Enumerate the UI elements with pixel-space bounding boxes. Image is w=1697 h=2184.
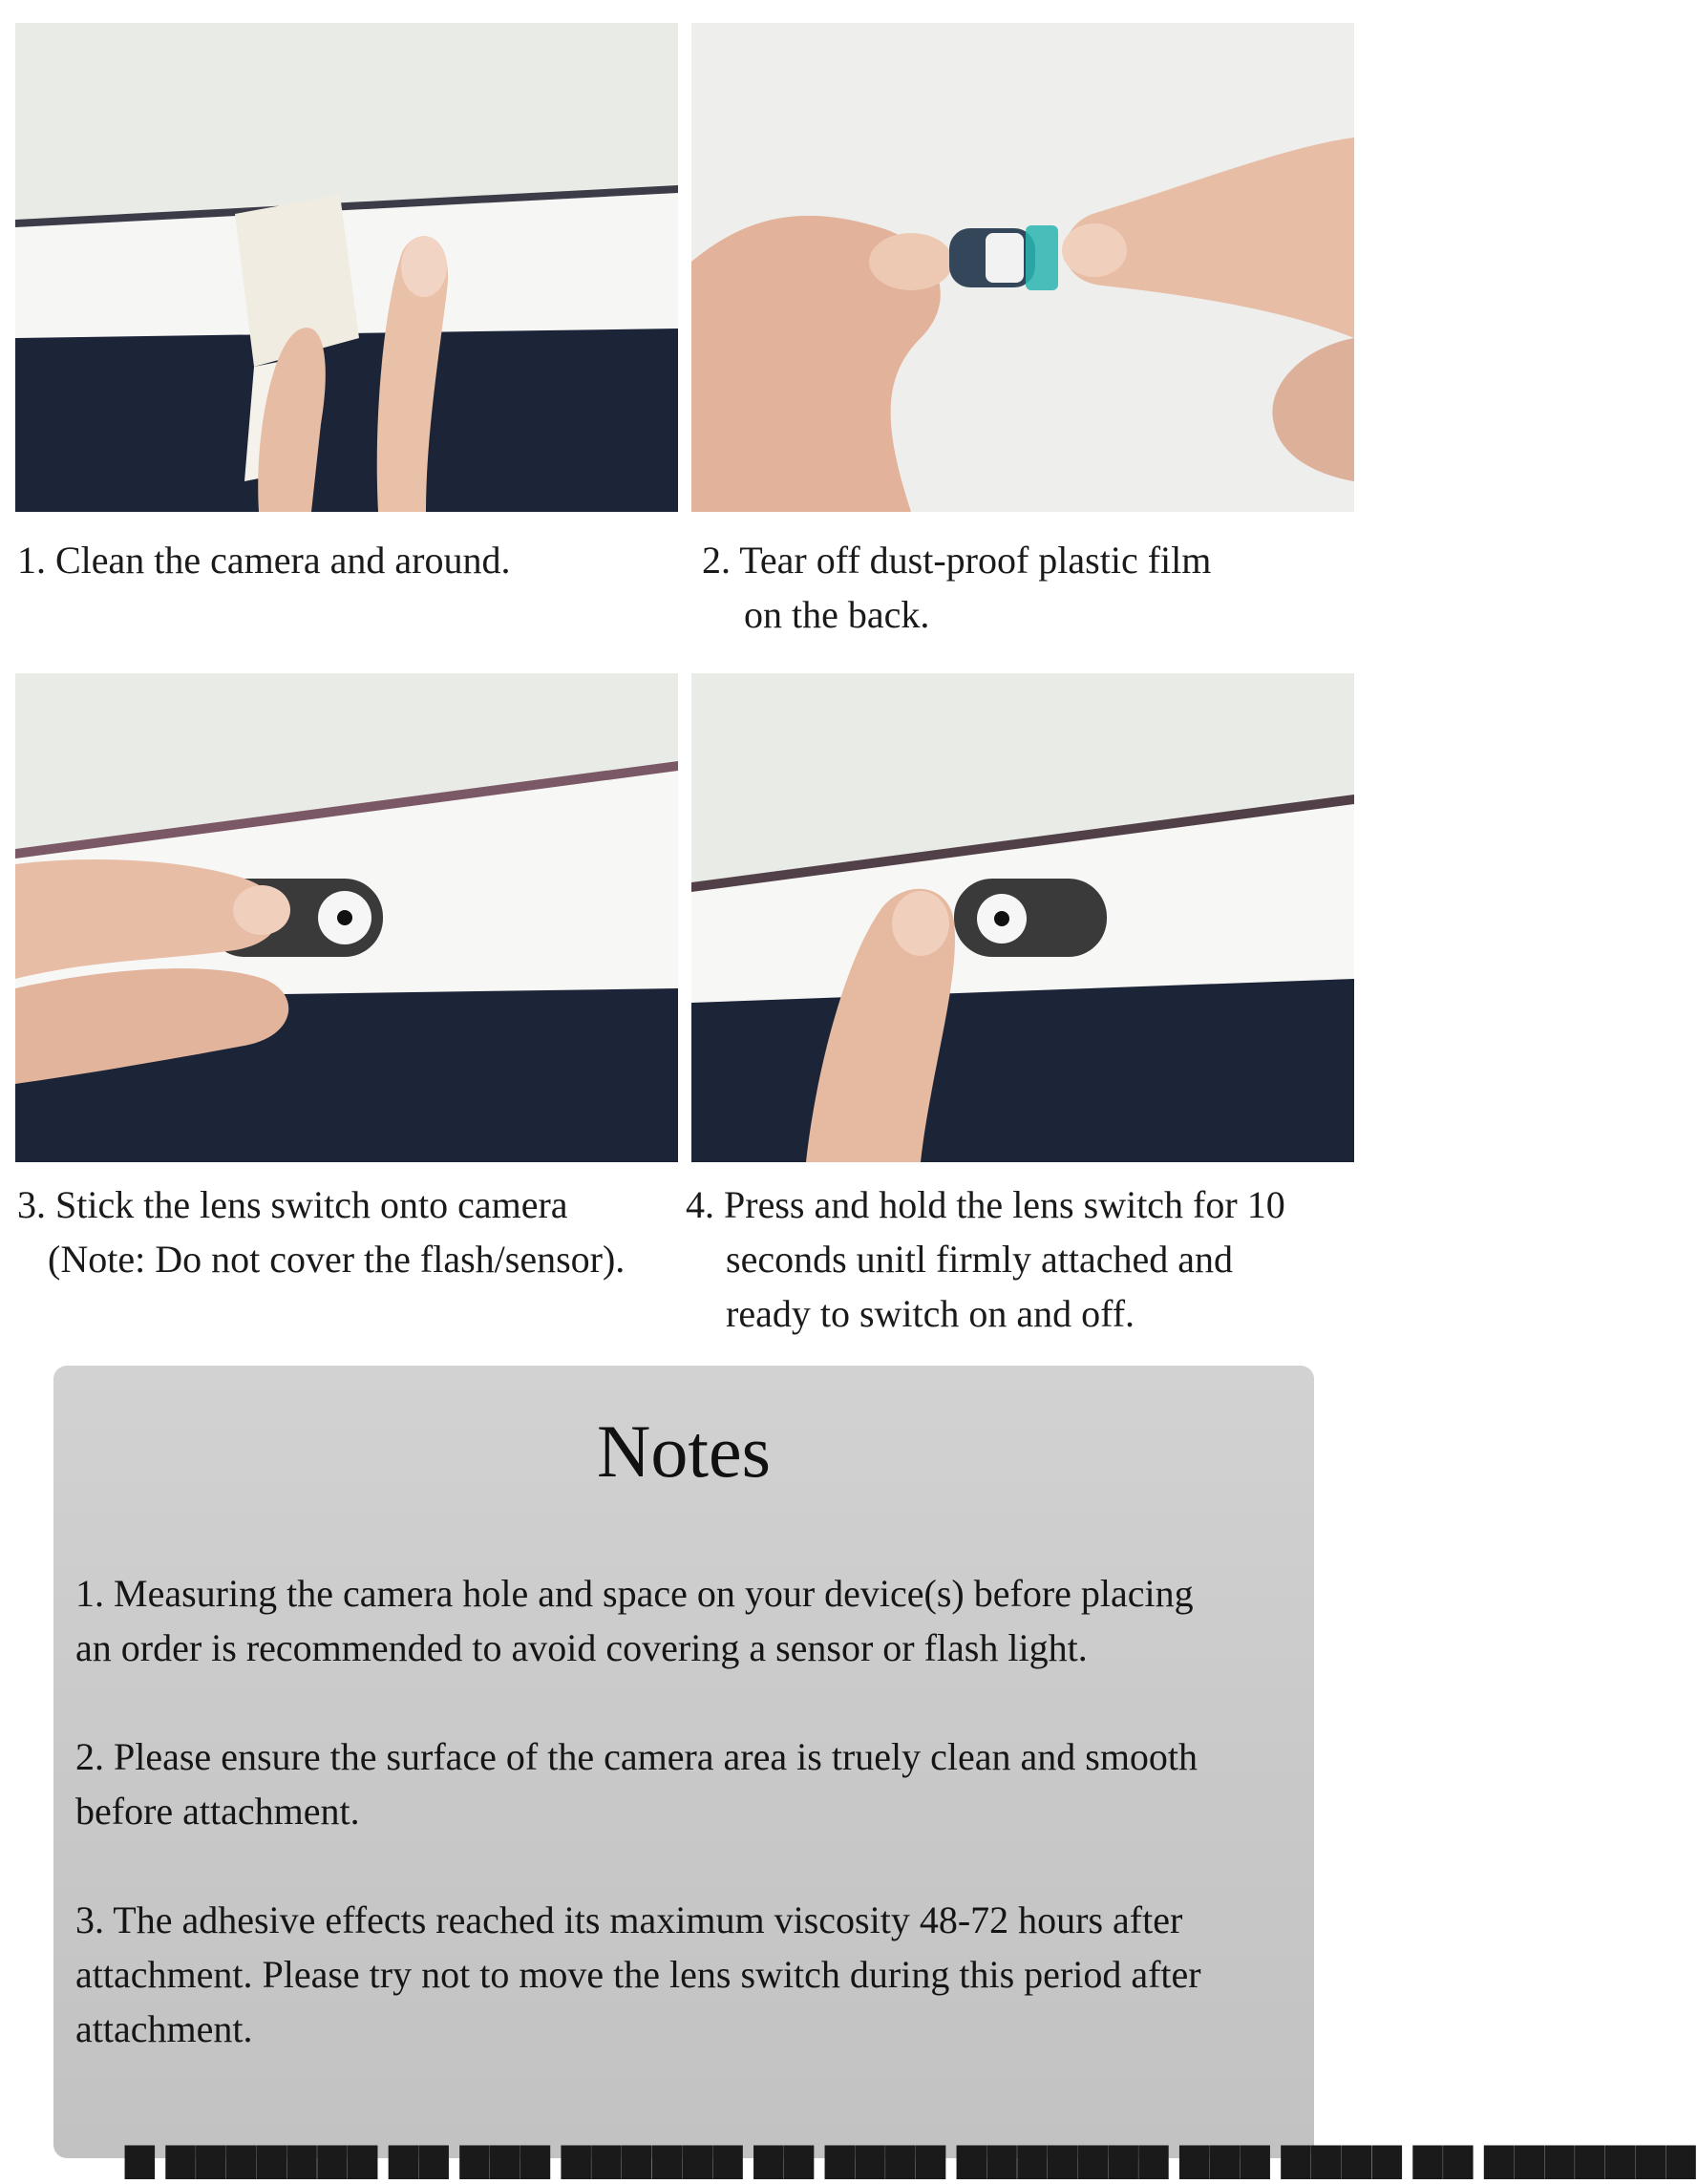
- caption-line: 3. Stick the lens switch onto camera: [17, 1183, 568, 1226]
- note-line: 2. Please ensure the surface of the camera area is truely clean and smooth: [75, 1735, 1199, 1778]
- step-2-photo: [691, 23, 1354, 512]
- caption-line: 4. Press and hold the lens switch for 10: [686, 1183, 1285, 1226]
- caption-line: seconds unitl firmly attached and: [726, 1238, 1233, 1281]
- step-4-caption: [686, 1177, 1285, 1341]
- step-4-photo: [691, 673, 1354, 1162]
- step-2-caption: [702, 533, 1211, 642]
- caption-line: on the back.: [744, 593, 930, 636]
- note-line: an order is recommended to avoid covering a sensor or flash light.: [75, 1626, 1088, 1669]
- caption-line: 1. Clean the camera and around.: [17, 539, 511, 582]
- note-item: [75, 1729, 1307, 1838]
- cropped-text-line: [125, 2109, 1697, 2178]
- note-line: 3. The adhesive effects reached its maximum viscosity 48-72 hours after: [75, 1898, 1183, 1941]
- caption-line: (Note: Do not cover the flash/sensor).: [48, 1238, 626, 1281]
- notes-title: Notes: [597, 1410, 771, 1493]
- note-line: 1. Measuring the camera hole and space on your device(s) before placing: [75, 1572, 1194, 1615]
- step-1-photo: [15, 23, 678, 512]
- caption-line: 2. Tear off dust-proof plastic film: [702, 539, 1212, 582]
- note-line: attachment.: [75, 2007, 253, 2050]
- step-3-caption: [17, 1177, 625, 1286]
- cropped-glyphs: ▆ ▆▆▆▆▆▆▆ ▆▆ ▆▆▆ ▆▆▆▆▆▆ ▆▆ ▆▆▆▆ ▆▆▆▆▆▆▆ ▆▆▆ ▆▆▆▆ ▆▆ ▆▆▆▆▆▆▆: [125, 2135, 1697, 2178]
- note-item: [75, 1566, 1307, 1675]
- step-3-photo: [15, 673, 678, 1162]
- notes-panel: [53, 1366, 1697, 2178]
- note-line: before attachment.: [75, 1790, 360, 1833]
- step-1-caption: [17, 533, 510, 587]
- note-line: attachment. Please try not to move the lens switch during this period after: [75, 1953, 1201, 1996]
- note-item: [75, 1893, 1307, 2056]
- caption-line: ready to switch on and off.: [726, 1292, 1135, 1335]
